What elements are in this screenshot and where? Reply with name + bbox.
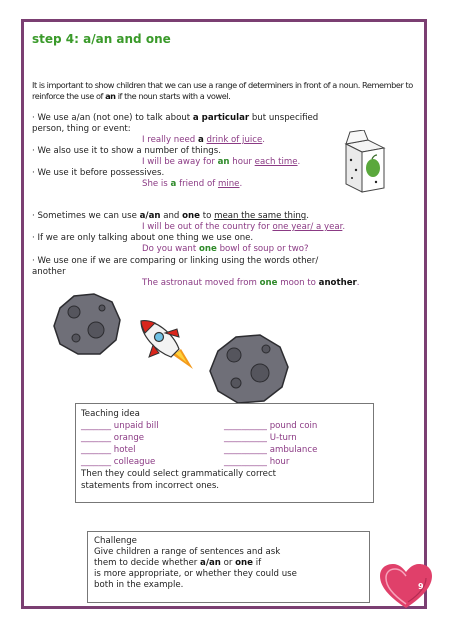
rocket-icon (135, 315, 197, 371)
example-1: I really need a drink of juice. (142, 135, 266, 145)
example-2: I will be away for an hour each time. (142, 157, 301, 167)
example-6: The astronaut moved from one moon to another. (142, 278, 360, 288)
heart-icon (378, 562, 434, 612)
teaching-right-1: __________ pound coin (224, 421, 318, 431)
bullet-3: · We use it before possessives. (32, 168, 165, 178)
intro-text: It is important to show children that we can use a range of determiners in front of a noun. Remember to reinforce the use of (32, 80, 413, 101)
challenge-box (87, 531, 370, 603)
intro-paragraph (32, 80, 416, 102)
bullet-1-cont: person, thing or event: (32, 124, 131, 134)
bullet-4: · Sometimes we can use a/an and one to mean the same thing. (32, 211, 309, 221)
bullet-2: · We also use it to show a number of things. (32, 146, 221, 156)
teaching-right-3: __________ ambulance (224, 445, 318, 455)
example-5: Do you want one bowl of soup or two? (142, 244, 309, 254)
teaching-foot-1: Then they could select grammatically correct (81, 469, 277, 479)
bullet-5: · If we are only talking about one thing we use one. (32, 233, 254, 243)
teaching-right-4: __________ hour (224, 457, 290, 467)
teaching-right-2: __________ U-turn (224, 433, 297, 443)
teaching-foot-2: statements from incorrect ones. (81, 481, 220, 491)
section-title: step 4: a/an and one (32, 32, 171, 46)
bullet-6: · We use one if we are comparing or linking using the words other/ (32, 256, 319, 266)
bullet-1: · We use a/an (not one) to talk about a particular but unspecified (32, 113, 319, 123)
teaching-left-4: _______ colleague (81, 457, 156, 467)
milk-carton-icon (338, 130, 390, 194)
moon-icon (50, 290, 124, 358)
teaching-left-2: _______ orange (81, 433, 145, 443)
teaching-left-1: _______ unpaid bill (81, 421, 159, 431)
teaching-idea-heading: Teaching idea (81, 409, 140, 419)
challenge-line-2: them to decide whether a/an or one if (94, 558, 262, 568)
challenge-line-3: is more appropriate, or whether they could use (94, 569, 297, 579)
example-3: She is a friend of mine. (142, 179, 243, 189)
challenge-heading: Challenge (94, 536, 137, 546)
example-4: I will be out of the country for one year/ a year. (142, 222, 346, 232)
challenge-line-4: both in the example. (94, 580, 184, 590)
teaching-idea-box (75, 403, 374, 503)
moon-icon-2 (206, 331, 290, 405)
bullet-6-cont: another (32, 267, 66, 277)
intro-text-end: if the noun starts with a vowel. (115, 91, 231, 101)
page-number: 9 (418, 582, 424, 591)
teaching-left-3: _______ hotel (81, 445, 136, 455)
intro-bold-an: an (105, 91, 116, 101)
challenge-line-1: Give children a range of sentences and ask (94, 547, 281, 557)
